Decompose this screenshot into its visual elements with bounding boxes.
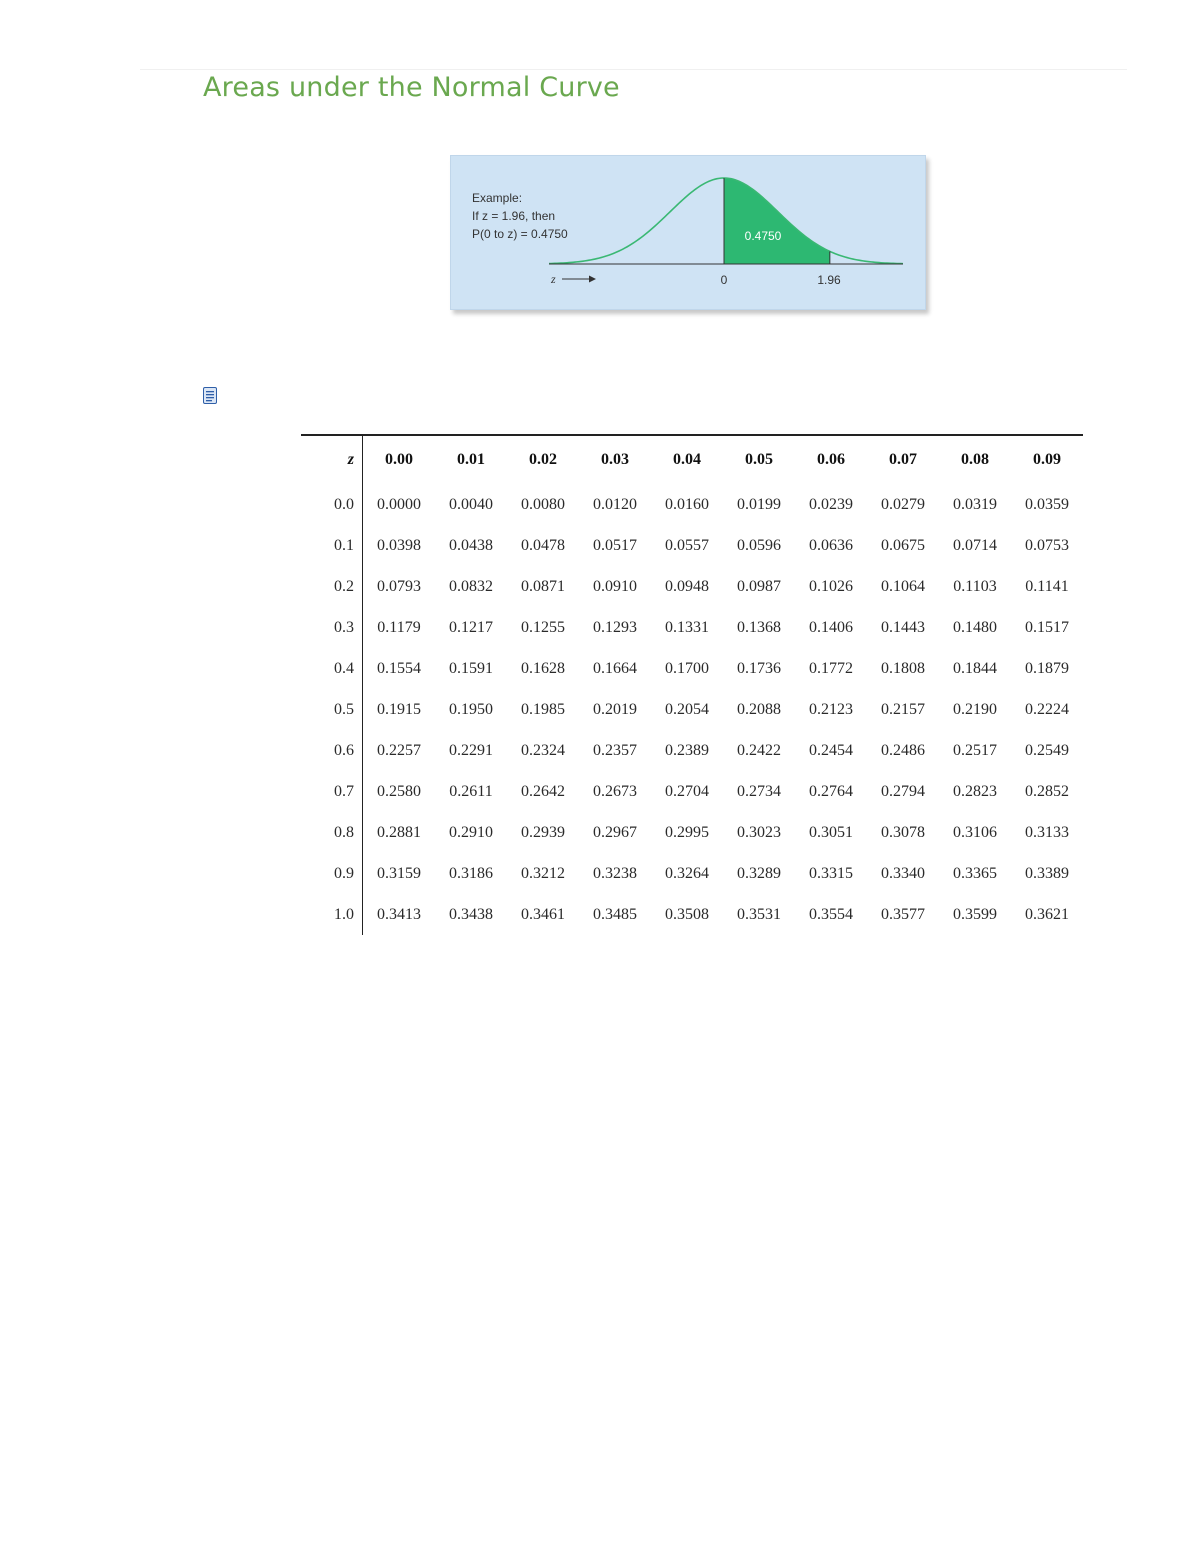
table-row [301, 771, 1083, 812]
table-cell: 0.0557 [665, 536, 709, 554]
column-header: 0.00 [385, 451, 413, 468]
table-row [301, 689, 1083, 730]
table-cell: 0.2517 [953, 741, 997, 759]
table-cell: 0.3554 [809, 905, 853, 923]
table-body [301, 484, 1083, 935]
table-cell: 0.2190 [953, 700, 997, 718]
table-cell: 0.1879 [1025, 659, 1069, 677]
table-cell: 0.1026 [809, 577, 853, 595]
column-header: 0.05 [745, 451, 773, 468]
normal-curve-figure [450, 155, 926, 310]
row-z-value: 0.1 [301, 525, 363, 566]
table-cell: 0.2054 [665, 700, 709, 718]
table-cell: 0.0987 [737, 577, 781, 595]
table-cell: 0.2794 [881, 782, 925, 800]
table-cell: 0.1103 [953, 577, 997, 595]
table-cell: 0.3159 [377, 864, 421, 882]
table-cell: 0.1664 [593, 659, 637, 677]
table-cell: 0.0040 [449, 495, 493, 513]
table-cell: 0.2123 [809, 700, 853, 718]
table-row [301, 853, 1083, 894]
table-row [301, 566, 1083, 607]
table-cell: 0.0636 [809, 536, 853, 554]
z-table [301, 434, 1083, 935]
table-cell: 0.1844 [953, 659, 997, 677]
row-z-value: 0.7 [301, 771, 363, 812]
row-z-value: 0.4 [301, 648, 363, 689]
table-cell: 0.3078 [881, 823, 925, 841]
column-header: 0.04 [673, 451, 701, 468]
row-z-value: 0.9 [301, 853, 363, 894]
table-cell: 0.1331 [665, 618, 709, 636]
table-cell: 0.1950 [449, 700, 493, 718]
tick-zero-label: 0 [720, 273, 728, 287]
table-cell: 0.2764 [809, 782, 853, 800]
table-cell: 0.2549 [1025, 741, 1069, 759]
table-cell: 0.1517 [1025, 618, 1069, 636]
table-cell: 0.0517 [593, 536, 637, 554]
table-cell: 0.2357 [593, 741, 637, 759]
table-cell: 0.3289 [737, 864, 781, 882]
table-cell: 0.1772 [809, 659, 853, 677]
table-cell: 0.2324 [521, 741, 565, 759]
shaded-area [724, 178, 830, 264]
table-cell: 0.1443 [881, 618, 925, 636]
table-cell: 0.2224 [1025, 700, 1069, 718]
table-cell: 0.2611 [449, 782, 493, 800]
table-cell: 0.1985 [521, 700, 565, 718]
example-probability: P(0 to z) = 0.4750 [472, 227, 568, 241]
table-cell: 0.0910 [593, 577, 637, 595]
table-cell: 0.3438 [449, 905, 493, 923]
table-cell: 0.2088 [737, 700, 781, 718]
table-cell: 0.0398 [377, 536, 421, 554]
table-cell: 0.3485 [593, 905, 637, 923]
table-cell: 0.2967 [593, 823, 637, 841]
table-cell: 0.0753 [1025, 536, 1069, 554]
table-cell: 0.1480 [953, 618, 997, 636]
tick-z-label: 1.96 [817, 273, 841, 287]
table-cell: 0.2642 [521, 782, 565, 800]
table-cell: 0.1554 [377, 659, 421, 677]
table-row [301, 648, 1083, 689]
table-cell: 0.2704 [665, 782, 709, 800]
table-row [301, 525, 1083, 566]
table-cell: 0.2422 [737, 741, 781, 759]
table-cell: 0.1700 [665, 659, 709, 677]
table-cell: 0.2157 [881, 700, 925, 718]
table-cell: 0.0478 [521, 536, 565, 554]
table-cell: 0.3621 [1025, 905, 1069, 923]
table-cell: 0.3264 [665, 864, 709, 882]
table-cell: 0.1293 [593, 618, 637, 636]
document-icon[interactable] [203, 387, 217, 404]
table-cell: 0.2580 [377, 782, 421, 800]
table-cell: 0.3508 [665, 905, 709, 923]
table-cell: 0.0596 [737, 536, 781, 554]
table-cell: 0.1064 [881, 577, 925, 595]
row-z-value: 0.6 [301, 730, 363, 771]
table-cell: 0.0871 [521, 577, 565, 595]
table-cell: 0.2939 [521, 823, 565, 841]
table-cell: 0.3577 [881, 905, 925, 923]
top-divider [140, 69, 1127, 70]
table-cell: 0.0120 [593, 495, 637, 513]
table-cell: 0.2673 [593, 782, 637, 800]
table-cell: 0.1808 [881, 659, 925, 677]
table-cell: 0.2486 [881, 741, 925, 759]
table-cell: 0.2291 [449, 741, 493, 759]
table-cell: 0.2995 [665, 823, 709, 841]
table-cell: 0.3133 [1025, 823, 1069, 841]
column-header: 0.09 [1033, 451, 1061, 468]
table-cell: 0.0832 [449, 577, 493, 595]
table-cell: 0.3023 [737, 823, 781, 841]
axis-arrow-head [589, 276, 596, 283]
column-header: 0.03 [601, 451, 629, 468]
table-cell: 0.2257 [377, 741, 421, 759]
example-condition: If z = 1.96, then [472, 209, 556, 223]
table-cell: 0.2910 [449, 823, 493, 841]
column-header: 0.08 [961, 451, 989, 468]
table-cell: 0.0948 [665, 577, 709, 595]
table-cell: 0.3461 [521, 905, 565, 923]
table-cell: 0.0319 [953, 495, 997, 513]
table-cell: 0.0160 [665, 495, 709, 513]
table-cell: 0.2389 [665, 741, 709, 759]
table-cell: 0.3186 [449, 864, 493, 882]
table-cell: 0.1628 [521, 659, 565, 677]
table-cell: 0.1736 [737, 659, 781, 677]
table-cell: 0.1915 [377, 700, 421, 718]
table-cell: 0.0199 [737, 495, 781, 513]
table-cell: 0.3365 [953, 864, 997, 882]
table-cell: 0.0438 [449, 536, 493, 554]
table-cell: 0.3340 [881, 864, 925, 882]
column-header: 0.01 [457, 451, 485, 468]
table-cell: 0.2823 [953, 782, 997, 800]
table-cell: 0.3413 [377, 905, 421, 923]
table-cell: 0.0239 [809, 495, 853, 513]
table-cell: 0.1406 [809, 618, 853, 636]
table-cell: 0.0675 [881, 536, 925, 554]
table-cell: 0.2019 [593, 700, 637, 718]
header-row [301, 435, 1083, 484]
table-cell: 0.2734 [737, 782, 781, 800]
row-z-value: 0.3 [301, 607, 363, 648]
table-cell: 0.3051 [809, 823, 853, 841]
table-cell: 0.2454 [809, 741, 853, 759]
table-cell: 0.3238 [593, 864, 637, 882]
table-cell: 0.3315 [809, 864, 853, 882]
table-cell: 0.1368 [737, 618, 781, 636]
table-cell: 0.3599 [953, 905, 997, 923]
row-z-value: 0.5 [301, 689, 363, 730]
table-cell: 0.1179 [377, 618, 421, 636]
table-cell: 0.3212 [521, 864, 565, 882]
table-row [301, 730, 1083, 771]
table-cell: 0.1591 [449, 659, 493, 677]
table-row [301, 607, 1083, 648]
table-cell: 0.3531 [737, 905, 781, 923]
z-column-header: z [301, 435, 363, 484]
table-row [301, 894, 1083, 935]
table-cell: 0.1217 [449, 618, 493, 636]
row-z-value: 1.0 [301, 894, 363, 935]
table-cell: 0.1255 [521, 618, 565, 636]
table-cell: 0.0359 [1025, 495, 1069, 513]
table-cell: 0.1141 [1025, 577, 1069, 595]
table-cell: 0.3389 [1025, 864, 1069, 882]
column-header: 0.02 [529, 451, 557, 468]
row-z-value: 0.0 [301, 484, 363, 525]
table-cell: 0.0714 [953, 536, 997, 554]
table-cell: 0.3106 [953, 823, 997, 841]
area-value-label: 0.4750 [744, 229, 782, 243]
table-cell: 0.0279 [881, 495, 925, 513]
table-cell: 0.0000 [377, 495, 421, 513]
column-header: 0.06 [817, 451, 845, 468]
axis-z-label: z [551, 272, 556, 286]
row-z-value: 0.2 [301, 566, 363, 607]
table-row [301, 484, 1083, 525]
row-z-value: 0.8 [301, 812, 363, 853]
table-cell: 0.0793 [377, 577, 421, 595]
page-title: Areas under the Normal Curve [203, 72, 620, 103]
table-cell: 0.2852 [1025, 782, 1069, 800]
column-header: 0.07 [889, 451, 917, 468]
example-heading: Example: [472, 191, 523, 205]
table-cell: 0.2881 [377, 823, 421, 841]
table-row [301, 812, 1083, 853]
table-cell: 0.0080 [521, 495, 565, 513]
